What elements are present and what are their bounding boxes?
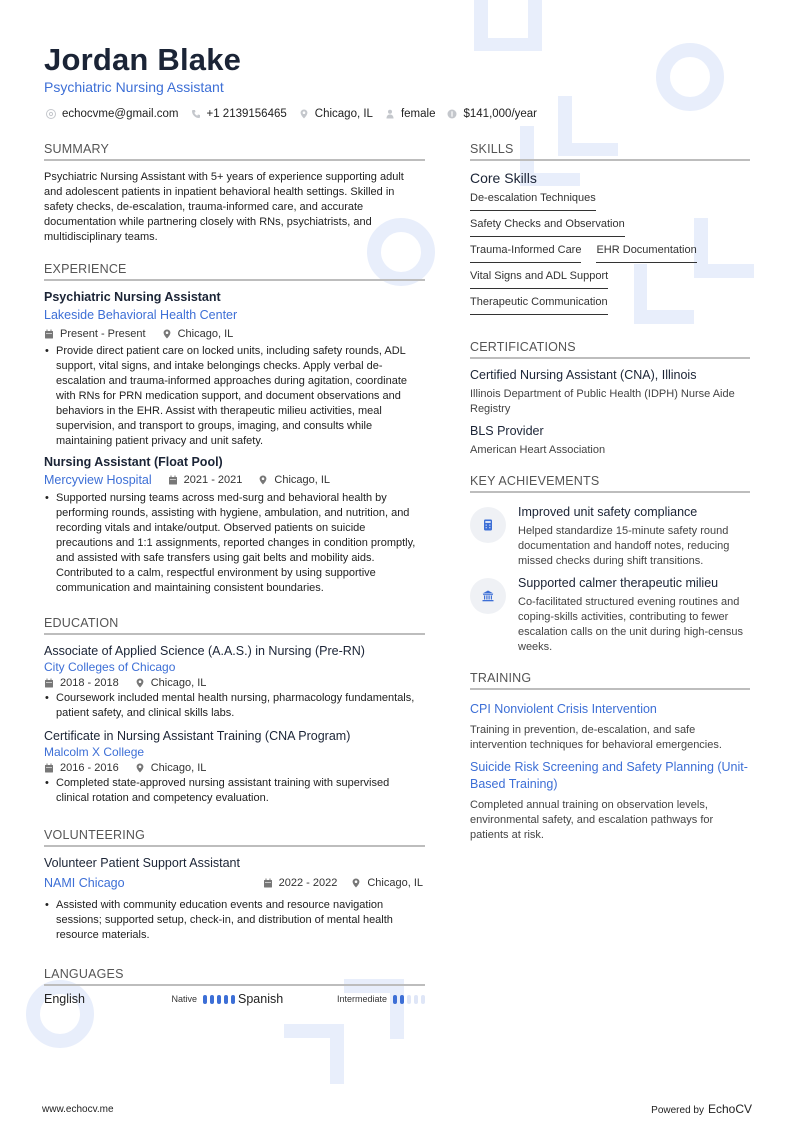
location-pin-icon — [258, 475, 268, 485]
languages-section — [44, 967, 425, 1006]
job-dates-value: 2021 - 2021 — [183, 474, 243, 486]
job-dates — [44, 328, 146, 340]
education-bullet: • Coursework included mental health nursing, pharmacology fundamentals, patient safety, and clinical skills labs. — [44, 691, 425, 721]
training-title: Suicide Risk Screening and Safety Planning (Unit-Based Training) — [470, 760, 748, 791]
calculator-icon — [482, 519, 494, 531]
skill-tag: Therapeutic Communication — [470, 296, 608, 315]
achievement-description: Helped standardize 15-minute safety round documentation and handoff notes, reducing missed checks during shift transitions. — [518, 525, 730, 567]
training-item — [470, 701, 750, 753]
language-proficiency-dots — [393, 995, 425, 1004]
job-title: Psychiatric Nursing Assistant — [44, 290, 221, 304]
proficiency-dot-filled — [224, 995, 228, 1004]
proficiency-dot-filled — [393, 995, 397, 1004]
volunteer-role: Volunteer Patient Support Assistant — [44, 856, 240, 870]
volunteer-meta — [263, 877, 425, 889]
education-dates-value: 2018 - 2018 — [60, 677, 119, 689]
achievement-icon-badge — [470, 507, 506, 543]
volunteer-location — [351, 877, 423, 889]
certification-item — [470, 424, 750, 458]
proficiency-dot-filled — [400, 995, 404, 1004]
footer-website-link[interactable]: www.echocv.me — [42, 1104, 114, 1115]
experience-item — [44, 455, 425, 596]
summary-heading: SUMMARY — [44, 142, 425, 161]
skill-group-title: Core Skills — [470, 170, 537, 186]
education-bullet: • Completed state-approved nursing assistant training with supervised clinical rotation and competency evaluation. — [44, 776, 425, 806]
calendar-icon — [44, 763, 54, 773]
volunteering-section — [44, 828, 425, 943]
proficiency-dot-filled — [210, 995, 214, 1004]
language-item — [238, 992, 425, 1006]
certification-item — [470, 368, 750, 417]
education-bullets — [44, 776, 425, 806]
contact-salary — [447, 108, 537, 120]
job-employer: Lakeside Behavioral Health Center — [44, 308, 238, 322]
job-dates — [168, 474, 243, 486]
proficiency-dot-filled — [217, 995, 221, 1004]
education-meta — [44, 677, 425, 689]
job-bullets — [44, 491, 425, 596]
education-meta — [44, 762, 425, 774]
achievement-title: Supported calmer therapeutic milieu — [518, 576, 719, 590]
education-location — [135, 677, 207, 689]
location-pin-icon — [351, 878, 361, 888]
location-pin-icon — [299, 109, 309, 119]
training-item — [470, 759, 750, 843]
skill-tag: De-escalation Techniques — [470, 192, 596, 211]
education-section — [44, 616, 425, 806]
skill-tag: EHR Documentation — [596, 244, 696, 263]
achievement-title: Improved unit safety compliance — [518, 505, 698, 519]
job-location-value: Chicago, IL — [177, 328, 234, 340]
education-location-value: Chicago, IL — [150, 677, 207, 689]
language-name: Spanish — [238, 992, 284, 1006]
job-bullet: • Supported nursing teams across med-surg and behavioral health by performing rounds, assisting with hygiene, ambulation, and nutrition, and recording vitals and intake/output. Observed patients on suicide precautions and 1:1 assignments, reported changes in condition promptly, and assisted with safe transfers using gait belts and mobility aids. Contributed to a calm, respectful environment by using supportive communication and maintaining consistent boundaries. — [44, 491, 425, 596]
achievement-body — [518, 505, 750, 569]
volunteer-bullet: • Assisted with community education events and resource navigation sessions; supported setup, check-in, and distribution of mental health resource materials. — [44, 898, 425, 943]
proficiency-dot-empty — [407, 995, 411, 1004]
job-dates-value: Present - Present — [60, 328, 146, 340]
skills-heading: SKILLS — [470, 142, 750, 161]
volunteer-org: NAMI Chicago — [44, 876, 125, 890]
skills-section — [470, 142, 750, 322]
experience-heading: EXPERIENCE — [44, 262, 425, 281]
language-item — [44, 992, 238, 1006]
training-description: Training in prevention, de-escalation, and safe intervention techniques for behavioral emergencies. — [470, 724, 722, 751]
calendar-icon — [168, 475, 178, 485]
degree-title: Associate of Applied Science (A.A.S.) in Nursing (Pre-RN) — [44, 644, 365, 658]
training-title: CPI Nonviolent Crisis Intervention — [470, 702, 657, 716]
contact-email-value: echocvme@gmail.com — [62, 108, 179, 120]
footer-powered-by — [651, 1102, 752, 1116]
candidate-title: Psychiatric Nursing Assistant — [44, 79, 224, 95]
volunteer-location-value: Chicago, IL — [367, 877, 423, 889]
language-name: English — [44, 992, 85, 1006]
location-pin-icon — [162, 329, 172, 339]
skill-tag: Safety Checks and Observation — [470, 218, 625, 237]
proficiency-dot-filled — [203, 995, 207, 1004]
education-bullets — [44, 691, 425, 721]
job-location — [258, 474, 330, 486]
education-dates — [44, 677, 119, 689]
location-pin-icon — [135, 678, 145, 688]
training-heading: TRAINING — [470, 671, 750, 690]
calendar-icon — [44, 329, 54, 339]
certifications-section — [470, 340, 750, 458]
contact-location — [299, 108, 373, 120]
calendar-icon — [44, 678, 54, 688]
education-dates-value: 2016 - 2016 — [60, 762, 119, 774]
languages-row — [44, 992, 425, 1006]
summary-section — [44, 142, 425, 245]
decor-ring-top-right — [656, 43, 724, 111]
contact-gender — [385, 108, 436, 120]
volunteer-dates — [263, 877, 338, 889]
school-name: Malcolm X College — [44, 745, 145, 759]
at-icon — [46, 109, 56, 119]
skill-tag: Vital Signs and ADL Support — [470, 270, 608, 289]
resume-header — [44, 42, 241, 95]
person-icon — [385, 109, 395, 119]
language-level: Native — [171, 994, 197, 1004]
experience-section — [44, 262, 425, 596]
contact-phone-value: +1 2139156465 — [206, 108, 287, 120]
volunteering-heading: VOLUNTEERING — [44, 828, 425, 847]
contact-email[interactable] — [46, 108, 179, 120]
proficiency-dot-empty — [414, 995, 418, 1004]
degree-title: Certificate in Nursing Assistant Training (CNA Program) — [44, 729, 351, 743]
certification-issuer: Illinois Department of Public Health (IDPH) Nurse Aide Registry — [470, 388, 735, 415]
achievement-icon-badge — [470, 578, 506, 614]
certifications-heading: CERTIFICATIONS — [470, 340, 750, 359]
education-item — [44, 729, 425, 806]
location-pin-icon — [135, 763, 145, 773]
job-meta — [168, 474, 346, 486]
achievement-item — [470, 576, 750, 655]
skills-list — [470, 192, 750, 322]
experience-item — [44, 290, 425, 449]
achievement-body — [518, 576, 750, 655]
job-location — [162, 328, 234, 340]
education-item — [44, 644, 425, 721]
job-title: Nursing Assistant (Float Pool) — [44, 455, 223, 469]
salary-icon — [447, 109, 457, 119]
phone-icon — [191, 109, 201, 119]
volunteer-bullets — [44, 898, 425, 943]
job-employer-row — [44, 473, 425, 487]
education-location-value: Chicago, IL — [150, 762, 207, 774]
certification-name: Certified Nursing Assistant (CNA), Illinois — [470, 368, 697, 382]
candidate-name: Jordan Blake — [44, 42, 242, 77]
job-employer: Mercyview Hospital — [44, 473, 152, 487]
achievement-description: Co-facilitated structured evening routines and coping-skills activities, contributing to fewer escalation calls on the unit during high-census weeks. — [518, 596, 744, 653]
calendar-icon — [263, 878, 273, 888]
contact-salary-value: $141,000/year — [463, 108, 538, 120]
volunteer-dates-value: 2022 - 2022 — [278, 877, 338, 889]
certification-name: BLS Provider — [470, 424, 544, 438]
education-heading: EDUCATION — [44, 616, 425, 635]
volunteering-item — [44, 856, 425, 943]
achievements-heading: KEY ACHIEVEMENTS — [470, 474, 750, 493]
education-dates — [44, 762, 119, 774]
institution-icon — [482, 590, 494, 602]
language-level: Intermediate — [336, 994, 387, 1004]
proficiency-dot-filled — [231, 995, 235, 1004]
left-column — [44, 142, 425, 1023]
school-name: City Colleges of Chicago — [44, 660, 176, 674]
certification-issuer: American Heart Association — [470, 444, 606, 456]
contact-gender-value: female — [400, 108, 436, 120]
language-proficiency-dots — [203, 995, 238, 1004]
education-location — [135, 762, 207, 774]
training-description: Completed annual training on observation levels, environmental safety, and escalation pathways for patients at risk. — [470, 799, 714, 841]
languages-heading: LANGUAGES — [44, 967, 425, 986]
job-meta — [44, 328, 425, 340]
job-location-value: Chicago, IL — [274, 474, 331, 486]
contact-bar — [46, 108, 549, 120]
achievement-item — [470, 505, 750, 569]
achievements-section — [470, 474, 750, 655]
brand-link[interactable]: EchoCV — [707, 1102, 752, 1116]
proficiency-dot-empty — [421, 995, 425, 1004]
job-bullets — [44, 344, 425, 449]
volunteer-org-row — [44, 876, 425, 890]
training-section — [470, 671, 750, 843]
right-column — [470, 142, 750, 860]
skill-tag: Trauma-Informed Care — [470, 244, 581, 263]
summary-text: Psychiatric Nursing Assistant with 5+ years of experience supporting adult and adolescent patients in inpatient behavioral health settings. Skilled in safety checks, de-escalation, trauma-informed care, and accurate documentation while partnering closely with RNs, psychiatrists, and multidisciplinary teams. — [44, 171, 404, 243]
contact-location-value: Chicago, IL — [314, 108, 373, 120]
contact-phone[interactable] — [191, 108, 287, 120]
job-bullet: • Provide direct patient care on locked units, including safety rounds, ADL support, vital signs, and intake belongings checks. Apply verbal de-escalation and trauma-informed approaches during agitation, coordinate with RNs for PRN medication support, and document observations and behaviors in the EHR. Assist with therapeutic milieu activities, meal supervision, and transport to groups, imaging, and consults while maintaining patient privacy and unit safety. — [44, 344, 425, 449]
powered-by-label: Powered by — [651, 1105, 704, 1116]
